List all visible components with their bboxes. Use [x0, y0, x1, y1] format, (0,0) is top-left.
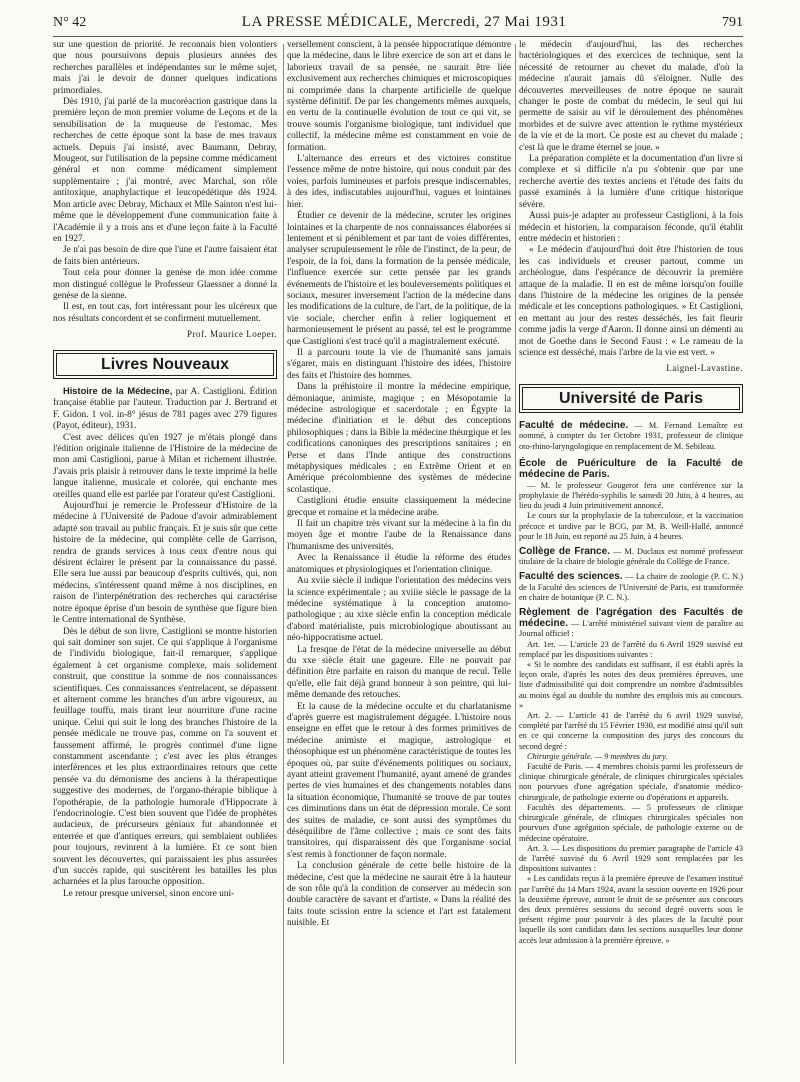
book-title: Histoire de la Médecine,: [63, 385, 173, 396]
announcement-text: — L'arrêté ministériel suivant vient de paraître au Journal officiel :: [519, 619, 743, 639]
book-details: par A. Castiglioni. Édition française établie par l'auteur. Traduction par J. Bertrand et F. Gidon. 1 vol. in-8° jésus de 781 pages avec 279 figures (Payot, éditeur), 1931.: [53, 386, 277, 432]
announcement: [519, 607, 743, 640]
page-header: [53, 14, 743, 37]
paragraph: Étudier ce devenir de la médecine, scruter les origines lointaines et la charpente de nos connaissances élaborées si lentement et si péniblement et par tant de voies différentes, analyser scrupuleusement le rôle de l'instinct, de la peur, de l'espoir, de la foi, dans la formation de la pensée médicale, l'influence exercée sur cette pensée par les grands événements de l'histoire et les bouleversements politiques et sociaux, mesurer inversement l'action de la médecine dans les modifications de la culture, de l'art, de la politique, de la vie sociale, chercher enfin à relier logiquement et harmonieusement le présent au passé, tel est le programme que Castiglioni s'est tracé qu'il a magistralement exécuté.: [287, 211, 511, 347]
signature: Prof. Maurice Loeper.: [187, 329, 277, 340]
announcement-heading: Collège de France.: [519, 546, 610, 558]
paragraph: Dans la préhistoire il montre la médecine empirique, démoniaque, animiste, magique ; en Mésopotamie la médecine astrologique et sacerdotale ; en Égypte la médecine d'initiation et le début des conceptions philosophiques ; dans la Bible la médecine théurgique et les codifications canoniques des prescriptions sanitaires ; en Perse et dans l'Inde antique des constructions métaphysiques médicales ; en Extrême Orient et en Amérique précolombienne des systèmes de médecine scolastique.: [287, 382, 511, 495]
announcement-heading: Règlement de l'agrégation des Facultés de médecine.: [519, 607, 743, 630]
issue-number: N° 42: [53, 15, 87, 30]
announcement: [519, 420, 743, 452]
paragraph: C'est avec délices qu'en 1927 je m'étais plongé dans l'édition originale italienne de l'Histoire de la médecine de mon ami Castiglioni, parue à Milan et richement illustrée. J'avais pris plaisir à retrouver dans le texte imprimé la belle langue italienne, musicale et colorée, qui enchante mes oreilles quand elle est parlée par l'orateur qu'est Castiglioni.: [53, 432, 277, 500]
announcement-heading: Faculté de médecine.: [519, 420, 629, 432]
column-2: [287, 40, 511, 1070]
column-divider: [515, 44, 516, 1064]
paragraph: La conclusion générale de cette belle histoire de la médecine, c'est que la médecine ne saurait être à la hauteur de son rôle qu'à la condition de conserver au médecin son double caractère de savant et d'artiste. « Dans la réalité des faits toute scission entre la science et l'art est fatalement nuisible. Et: [287, 861, 511, 929]
column-divider: [283, 44, 284, 1064]
paragraph: versellement conscient, à la pensée hippocratique démontre que la médecine, dans le libre exercice de son art et dans le laborieux travail de sa pensée, ne saurait être liée exclusivement aux recherches chimiques et microscopiques ni comprimée dans la charpente artificielle de quelque système définitif. De par les changements mêmes auxquels, en vertu de la continuelle évolution de tout ce qui vit, se trouve soumis l'organisme biologique, tant individuel que collectif, la médecine même est constamment en voie de formation.: [287, 40, 511, 153]
section-heading: Université de Paris: [522, 387, 740, 410]
announcement-text: Chirurgie générale. — 9 membres du jury.: [527, 751, 668, 761]
paragraph: Au xviie siècle il indique l'orientation des médecins vers la science expérimentale ; au xviiie siècle le passage de la médecine systématique à la conception anatomo-pathologique ; au xixe siècle enfin la conception médicale d'abord matérialiste, puis microbiologique aboutissant au néo-hippocratisme actuel.: [287, 576, 511, 644]
paragraph: Avec la Renaissance il étudie la réforme des études anatomiques et physiologiques et l'orientation clinique.: [287, 553, 511, 575]
paragraph: Aussi puis-je adapter au professeur Castiglioni, à la fois médecin et historien, la comparaison féconde, qu'il établit entre médecin et historien :: [519, 211, 743, 244]
paragraph: Castiglioni étudie ensuite classiquement la médecine grecque et romaine et la médecine arabe.: [287, 496, 511, 518]
announcement-text: Le cours sur la prophylaxie de la tuberculose, et la vaccination précoce et tardive par le BCG, par M. B. Weill-Hallé, annoncé pour le 18 Juin, est reporté au 25 Juin, à 4 heures.: [519, 511, 743, 541]
announcement-text: — La chaire de zoologie (P. C. N.) de la Faculté des sciences de l'Université de Paris, est transformée en chaire de botanique (P. C. N.).: [519, 572, 743, 602]
paragraph: le médecin d'aujourd'hui, las des recherches bactériologiques et des exercices de technique, sent la nécessité de retourner au chevet du malade, d'où la médecine n'aurait jamais dû s'éloigner. Nulle des découvertes merveilleuses de notre époque ne saurait changer le poste de combat du médecin, le seul qui lui permette de saisir au vif le déroulement des phénomènes morbides et de suivre avec attention le rythme mystérieux de la vie et de la mort. Ce poste est au chevet du malade ; c'est là que le drame éternel se joue. »: [519, 40, 743, 153]
paragraph: L'alternance des erreurs et des victoires constitue l'essence même de notre histoire, qui nous conduit par des voies, parfois lumineuses et parfois presque indiscernables, à des ides, indiscutables aujourd'hui, vagues et lointaines hier.: [287, 154, 511, 210]
paragraph: Il fait un chapitre très vivant sur la médecine à la fin du moyen âge et montre l'aube de la Renaissance dans l'humanisme des universités.: [287, 519, 511, 552]
paragraph: Je n'ai pas besoin de dire que l'une et l'autre faisaient état de faits bien antérieurs.: [53, 245, 277, 267]
paragraph: Dès 1910, j'ai parlé de la mucoréaction gastrique dans la première leçon de mon premier volume de Leçons et de la sensibilisation de la muqueuse de l'estomac. Mes recherches de cette époque sont la base de mes travaux actuels. Depuis j'ai insisté, avec Baumann, Debray, Mougeot, sur l'utilisation de la pepsine comme médicament général et non comme médicament simplement supplémentaire ; j'ai montré, avec Marchal, son rôle antitoxique, anaphylactique et leucopédétique dès 1924. Mon article avec Debray, Michaux et Mlle Sainton n'est lui-même que le développement d'une communication faite à l'Académie il y a trois ans et d'une leçon faite à la Faculté en 1927.: [53, 97, 277, 244]
announcement: [519, 546, 743, 567]
announcement-text: — M. le professeur Gougerot fera une conférence sur la prophylaxie de l'hérédo-syphilis le samedi 20 Juin, à 4 heures, au lieu du jeudi 4 Juin primitivement annoncé.: [519, 480, 743, 511]
announcement-text: Art. 3. — Les dispositions du premier paragraphe de l'article 43 de l'arrêté susvisé du 6 Avril 1929 sont remplacées par les dispositions suivantes :: [519, 843, 743, 874]
announcements: [519, 420, 743, 946]
paragraph: Et la cause de la médecine occulte et du charlatanisme d'après guerre est magistralement dégagée. L'histoire nous enseigne en effet que le retour à des formes primitives de médecine animiste et magique, astrologique et théosophique est un phénomène caractéristique de toutes les époques où, par suite d'événements politiques ou sociaux, ayant atteint gravement l'humanité, ayant amené de grandes pertes de vies humaines et des changements notables dans la situation économique, l'humanité se trouve de par toutes ces diminutions dans un état de dépression morale. Ce sont des suites de maladie, ce sont aussi des symptômes du déséquilibre de l'âme collective ; mais ce sont des faits transitoires, qui disparaissent dès que l'organisme social s'est remis à fonctionner de façon normale.: [287, 701, 511, 860]
section-heading: Livres Nouveaux: [56, 353, 274, 376]
paragraph: « Le médecin d'aujourd'hui doit être l'historien de tous les cas individuels et creuser partout, comme un archéologue, dans l'espérance de découvrir la première attaque de la maladie. Il en est de même lorsqu'on fouille dans l'histoire de la médecine les origines de la pensée médicale et les conceptions pathologiques. » Et Castiglioni, en mettant au jour des restes desséchés, les fait fleurir comme jadis la verge d'Aaron. Il donne ainsi un démenti au mot de Goethe dans le Second Faust : « Le rameau de la science est desséché, mais l'arbre de la vie est vert. »: [519, 245, 743, 358]
paragraph: Dès le début de son livre, Castiglioni se montre historien qui sait dominer son sujet. Ce qui s'applique à l'organisme de l'individu biologique, fait-il remarquer, s'applique également à cet organisme complexe, mais solidement construit, que constitue la somme de nos connaissances scientifiques. Ces connaissances s'entrelacent, se dépassent et alternent comme les branches d'un arbre vigoureux, au feuillage touffu, mais tirant leur nourriture d'une racine unique. Celui qui suit le long des branches l'histoire de la pensée médicale ne trouve pas, comme on l'a souvent et faussement affirmé, le progrès continuel d'une ligne constamment ascendante ; c'est avec les plus étranges interférences et les plus extraordinaires retours que cette pensée va du démonisme des anciens à la thérapeutique suggestive des modernes, de l'organo-thérapie biblique à l'opothérapie, de la pathologie humorale d'Hippocrate à l'endocrinologie. C'est bien souvent que l'idée de prophètes audacieux, de précurseurs géniaux fut abandonnée et enterrée et que d'antiques erreurs, qui semblaient oubliées pour toujours, revinrent à la lumière. Et ce sont bien souvent les découvertes, qui paraissaient les plus assurées d'un succès rapide, qui suscitèrent les batailles les plus acharnées et la plus farouche opposition.: [53, 626, 277, 888]
column-3: [519, 40, 743, 1070]
announcement-text: Art. 2. — L'article 41 de l'arrêté du 6 avril 1929 susvisé, complété par l'arrêté du 15 Février 1930, est modifié ainsi qu'il suit en ce qui concerne la composition des jurys des concours du second degré :: [519, 711, 743, 751]
paragraph: Tout cela pour donner la genèse de mon idée comme mon distingué collègue le Professeur Glaessner a donné la genèse de la sienne.: [53, 268, 277, 301]
paragraph: La préparation complète et la documentation d'un livre si complexe et si difficile n'a pu s'obtenir que par une recherche avertie des textes anciens et l'étude des faits du passé examinés à la lumière d'une critique historique sévère.: [519, 154, 743, 210]
book-reference: [53, 386, 277, 433]
announcement-text: — M. Fernand Lemaître est nommé, à compter du 1er Octobre 1931, professeur de clinique oto-rhino-laryngologique en remplacement de M. Sebileau.: [519, 421, 743, 451]
announcement-text: — M. Duclaux est nommé professeur titulaire de la chaire de biologie générale du Collège de France.: [519, 547, 743, 567]
announcement-heading: Faculté des sciences.: [519, 571, 623, 583]
journal-title: LA PRESSE MÉDICALE, Mercredi, 27 Mai 1931: [241, 14, 567, 30]
paragraph: Il a parcouru toute la vie de l'humanité sans jamais s'égarer, mais en distinguant l'histoire des idées, l'histoire des faits et l'histoire des hommes.: [287, 347, 511, 381]
announcement-text: Faculté de Paris. — 4 membres choisis parmi les professeurs de clinique chirurgicale générale, de cliniques chirurgicales spéciales non pourvues d'une agrégation spéciale, d'anatomie médico-chirurgicale, de pathologie externe ou d'opérations et appareils.: [519, 762, 743, 802]
paragraph: Aujourd'hui je remercie le Professeur d'Histoire de la médecine à l'Université de Padoue d'avoir admirablement adapté son travail au public français. Et je suis sûr que cette histoire de la médecine, qui complète celle de Garrison, rendra de grands services à tous ceux d'entre nous qui désirent éclairer le présent par la connaissance du passé. Elle sera lue aussi par beaucoup d'esprits cultivés, qui, non médecins, s'intéressent quand même à nos disciplines, en raison de l'interpénétration des recherches qui caractérise notre époque éprise d'un besoin de synthèse que figure bien le Centre international de Synthèse.: [53, 501, 277, 626]
paragraph: La fresque de l'état de la médecine universelle au début du xxe siècle était une gageure. Elle ne pouvait par définition être parfaite en raison du manque de recul. Telle qu'elle, elle fait déjà grand honneur à son peintre, qui lui-même demande des retouches.: [287, 644, 511, 701]
announcement-text: Facultés des départements. — 5 professeurs de clinique chirurgicale générale, de cliniques chirurgicales spéciales non pourvues d'une agrégation spéciale, de pathologie externe ou de médecine opératoire.: [519, 802, 743, 843]
announcement: [519, 571, 743, 603]
page-number: 791: [722, 15, 743, 30]
paragraph: Le retour presque universel, sinon encore uni-: [63, 888, 235, 899]
column-1: [53, 40, 277, 1070]
announcement-text: « Les candidats reçus à la première épreuve de l'examen institué par l'arrêté du 14 Mars 1924, avant la session ouverte en 1926 pour la deuxième épreuve, auront le droit de se présenter aux concours des deux premières sessions du second degré ouverts sous le présent régime pour pourvoir à des places de la faculté pour laquelle ils sont candidats dans les sections auxquelles leur donne accès leur admission à la première épreuve. »: [519, 874, 743, 945]
paragraph: sur une question de priorité. Je reconnais bien volontiers que nous poursuivons depuis plusieurs années des recherches parallèles et indépendantes sur le même sujet, mais j'ai le devoir de donner quelques indications primordiales.: [53, 40, 277, 96]
announcement-text: « Si le nombre des candidats est suffisant, il est établi après la leçon orale, d'après les notes des deux premières épreuves, une liste d'admissibilité qui doit comprendre un nombre d'admissibles au moins égal au double du nombre des emplois mis au concours. »: [519, 660, 743, 710]
paragraph: Il est, en tout cas, fort intéressant pour les ulcéreux que nos résultats concordent et se confirment mutuellement.: [53, 302, 277, 324]
announcement-text: Art. 1er. — L'article 23 de l'arrêté du 6 Avril 1929 susvisé est remplacé par les dispositions suivantes :: [519, 639, 743, 659]
signature: Laignel-Lavastine.: [666, 363, 743, 374]
announcement-heading: École de Puériculture de la Faculté de médecine de Paris.: [519, 457, 743, 480]
